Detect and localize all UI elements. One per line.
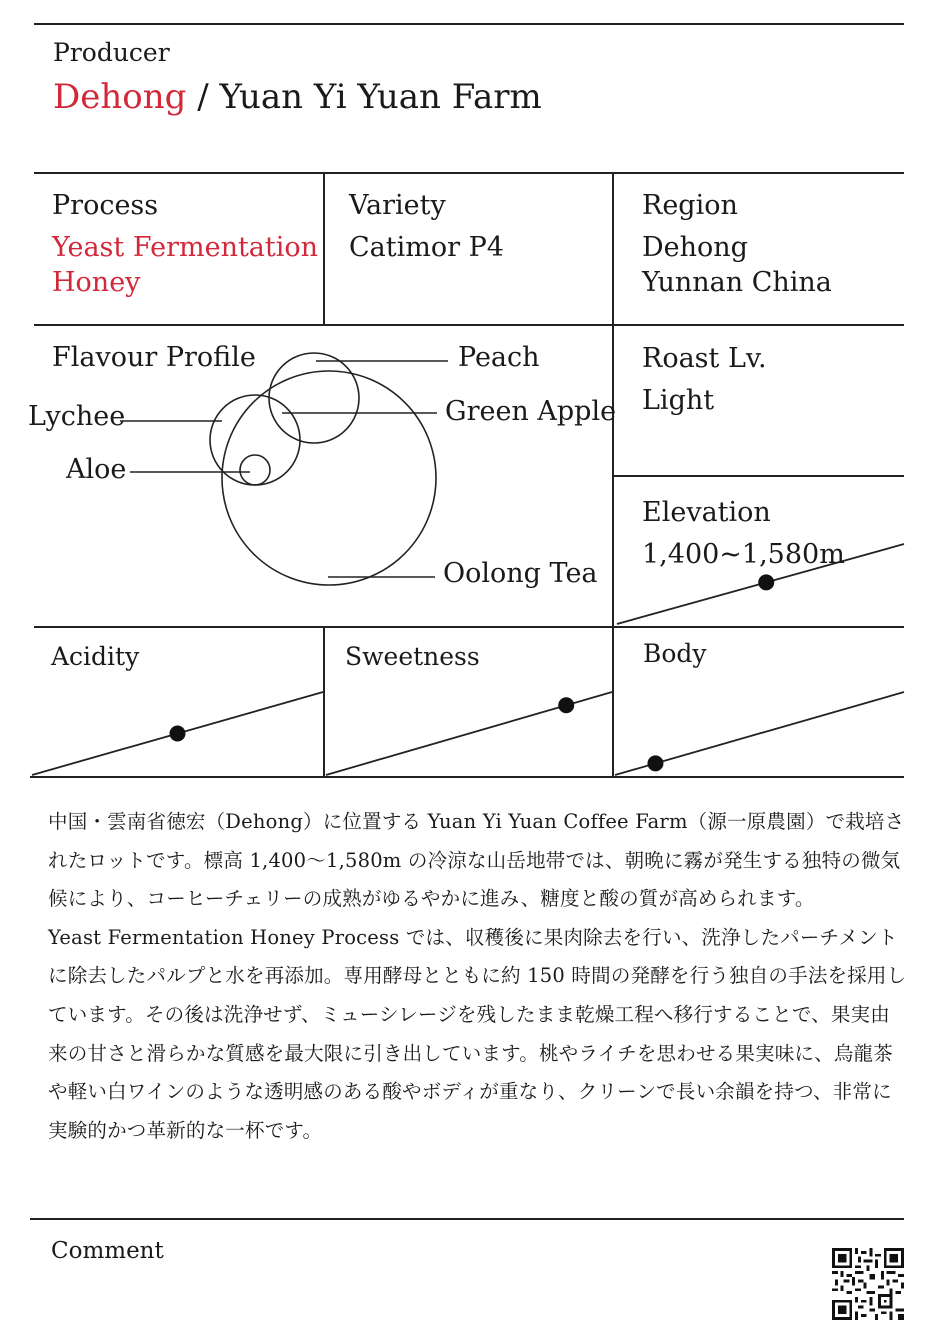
sweetness-label: Sweetness [345,642,480,671]
description [48,803,908,1150]
acidity-gauge-dot [170,726,186,742]
flavour-note-lychee: Lychee [28,401,126,432]
flavour-note-aloe: Aloe [66,454,127,485]
process-value-line1: Yeast Fermentation [52,232,319,263]
flavour-note-green-apple: Green Apple [445,396,617,427]
sweetness-gauge-dot [558,697,574,713]
description-paragraph-2: Yeast Fermentation Honey Process では、収穫後に果肉除去を行い、洗浄したパーチメントに除去したパルプと水を再添加。専用酵母とともに約 150 時間の発酵を行う独自の手法を採用しています。その後は洗浄せず、ミューシレージを残したまま乾燥工程へ移行することで、果実由来の甘さと滑らかな質感を最大限に引き出しています。桃やライチを思わせる果実味に、烏龍茶や軽い白ワインのような透明感のある酸やボディが重なり、クリーンで長い余韻を持つ、非常に実験的かつ革新的な一杯です。 [48,925,907,1142]
producer-name-rest: / Yuan Yi Yuan Farm [186,77,542,117]
producer-label: Producer [53,38,170,67]
region-value-line2: Yunnan China [642,267,832,298]
flavour-note-peach: Peach [458,342,540,373]
body-gauge-dot [647,755,663,771]
elevation-label: Elevation [642,497,771,528]
variety-value: Catimor P4 [349,232,504,263]
flavour-circle-aloe [240,455,270,485]
region-value-line1: Dehong [642,232,748,263]
roast-label: Roast Lv. [642,343,767,374]
qr-code-icon [832,1248,904,1320]
flavour-circle-oolong [222,371,436,585]
flavour-note-oolong-tea: Oolong Tea [443,558,598,589]
acidity-label: Acidity [51,642,140,671]
elevation-gauge-dot [758,574,774,590]
process-label: Process [52,190,159,221]
region-label: Region [642,190,738,221]
flavour-label: Flavour Profile [52,342,256,373]
comment-label: Comment [51,1238,164,1264]
body-label: Body [643,639,707,668]
process-value-line2: Honey [52,267,141,298]
variety-label: Variety [349,190,446,221]
flavour-circle-peach [269,353,359,443]
elevation-value: 1,400~1,580m [642,539,845,570]
roast-value: Light [642,385,715,416]
description-paragraph-1: 中国・雲南省徳宏（Dehong）に位置する Yuan Yi Yuan Coffee Farm（源一原農園）で栽培されたロットです。標高 1,400〜1,580m の冷涼な山岳地帯では、朝晩に霧が発生する独特の微気候により、コーヒーチェリーの成熟がゆるやかに進み、糖度と酸の質が高められます。 [48,810,905,911]
producer-name-accent: Dehong [53,77,187,117]
